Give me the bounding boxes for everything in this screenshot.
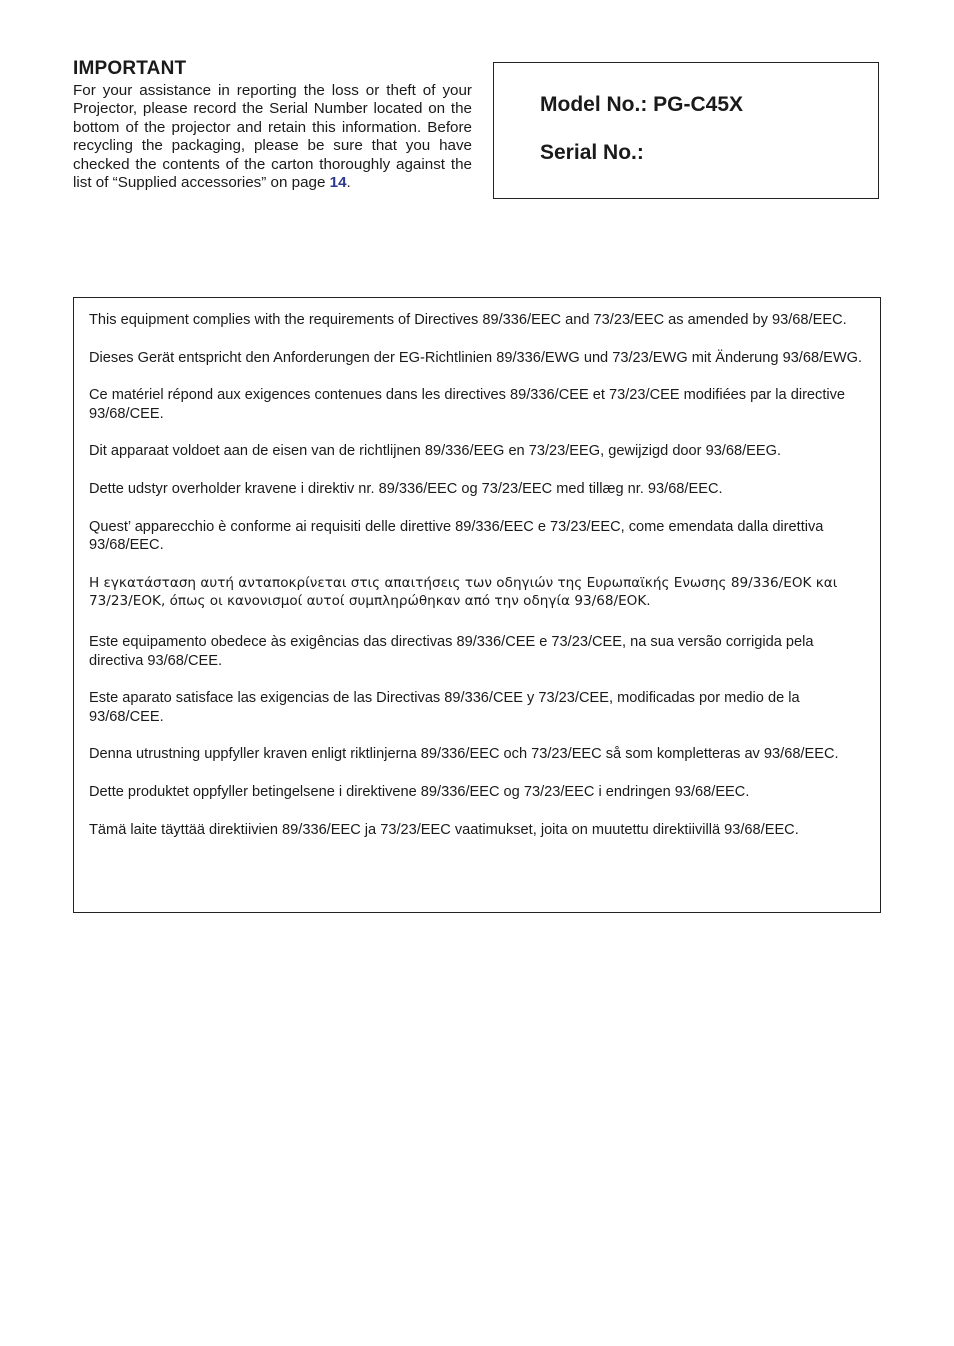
directive-greek: Η εγκατάσταση αυτή ανταποκρίνεται στις απαιτήσεις των οδηγιών της Ευρωπαϊκής Ενωσης 89/336/ΕΟΚ και 73/23/ΕΟΚ, όπως οι κανονισμοί αυτοί συμπληρώθηκαν από την οδηγία 93/68/ΕΟΚ. (89, 574, 838, 610)
directive-italian: Quest’ apparecchio è conforme ai requisiti delle direttive 89/336/EEC e 73/23/EEC, come emendata dalla direttiva 93/68/EEC. (89, 518, 824, 554)
important-text (73, 82, 472, 192)
important-notice (73, 58, 472, 192)
eu-directives-compliance-box (73, 297, 881, 913)
important-body: For your assistance in reporting the loss or theft of your Projector, please record the Serial Number located on the bottom of the projector and retain this information. Before recycling the packaging, please be sure that you have checked the contents of the carton thoroughly against the list of “Supplied accessories” on page (73, 82, 472, 192)
directive-finnish: Tämä laite täyttää direktiivien 89/336/EEC ja 73/23/EEC vaatimukset, joita on muutettu direktiivillä 93/68/EEC. (89, 821, 799, 838)
directive-swedish: Denna utrustning uppfyller kraven enligt riktlinjerna 89/336/EEC och 73/23/EEC så som kompletteras av 93/68/EEC. (89, 746, 839, 763)
directive-norwegian: Dette produktet oppfyller betingelsene i direktivene 89/336/EEC og 73/23/EEC i endringen 93/68/EEC. (89, 783, 750, 800)
model-number-label: Model No.: PG-C45X (540, 93, 744, 116)
serial-number-label: Serial No.: (540, 141, 644, 164)
important-heading: IMPORTANT (73, 58, 187, 79)
directive-dutch: Dit apparaat voldoet aan de eisen van de richtlijnen 89/336/EEG en 73/23/EEG, gewijzigd door 93/68/EEG. (89, 443, 782, 460)
important-text-end: . (346, 174, 351, 192)
page-reference-link[interactable]: 14 (329, 174, 347, 192)
directive-english: This equipment complies with the requirements of Directives 89/336/EEC and 73/23/EEC as amended by 93/68/EEC. (89, 312, 847, 328)
directive-danish: Dette udstyr overholder kravene i direktiv nr. 89/336/EEC og 73/23/EEC med tillæg nr. 93/68/EEC. (89, 480, 723, 497)
directive-german: Dieses Gerät entspricht den Anforderungen der EG-Richtlinien 89/336/EWG und 73/23/EWG mit Änderung 93/68/EWG. (89, 349, 863, 366)
directive-french: Ce matériel répond aux exigences contenues dans les directives 89/336/CEE et 73/23/CEE modifiées par la directive 93/68/CEE. (89, 387, 846, 422)
directive-spanish: Este aparato satisface las exigencias de las Directivas 89/336/CEE y 73/23/CEE, modificadas por medio de la 93/68/CEE. (89, 690, 800, 725)
model-serial-record-box (493, 62, 879, 199)
directive-portuguese: Este equipamento obedece às exigências das directivas 89/336/CEE e 73/23/CEE, na sua versão corrigida pela directiva 93/68/CEE. (89, 633, 814, 669)
